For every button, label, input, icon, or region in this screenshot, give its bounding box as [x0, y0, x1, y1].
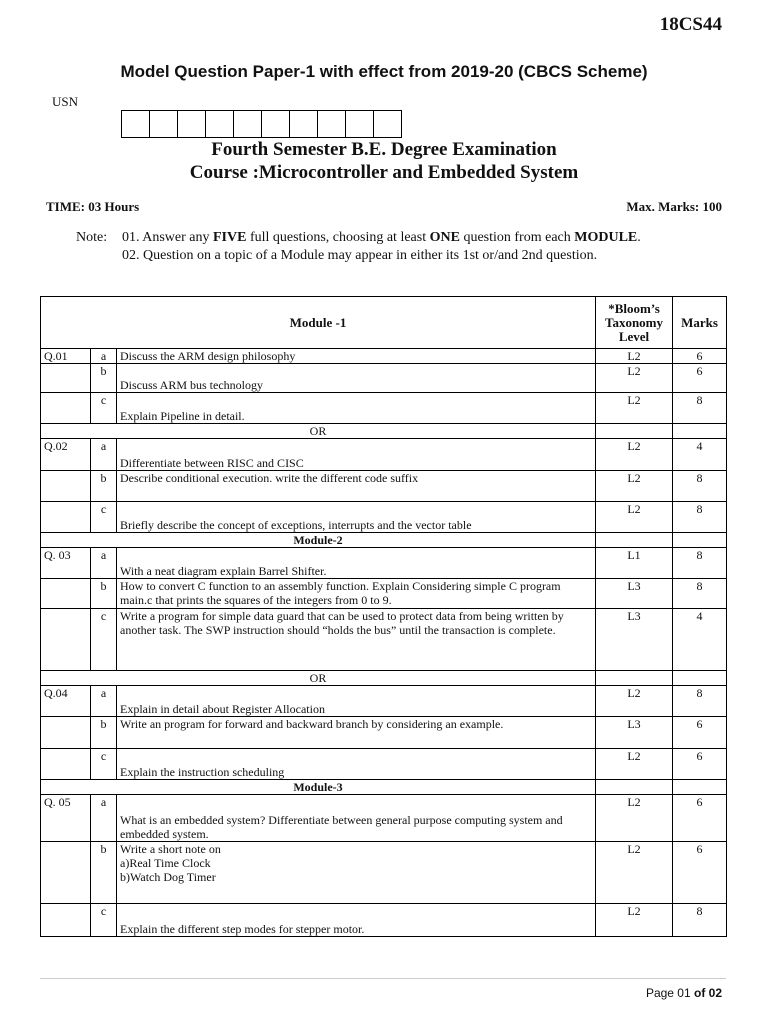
question-text-line: Write a short note on: [120, 842, 221, 856]
question-row: [41, 471, 727, 502]
note-1-part: full questions, choosing at least: [246, 230, 430, 245]
usn-digit-box[interactable]: [261, 110, 290, 138]
question-part: a: [91, 548, 117, 579]
exam-time: TIME: 03 Hours: [46, 199, 140, 214]
module-row: [41, 533, 727, 548]
question-row: [41, 904, 727, 937]
usn-boxes: [122, 110, 402, 138]
question-text: Explain in detail about Register Allocation: [117, 686, 596, 717]
question-number: [41, 502, 91, 533]
note-1: [122, 230, 641, 246]
question-number: [41, 393, 91, 424]
usn-digit-box[interactable]: [233, 110, 262, 138]
question-marks: 6: [673, 842, 727, 904]
note-label: Note:: [76, 230, 108, 245]
blooms-level: L2: [596, 686, 673, 717]
question-part: b: [91, 471, 117, 502]
question-part: c: [91, 609, 117, 671]
question-part: b: [91, 364, 117, 393]
question-row: [41, 502, 727, 533]
question-row: [41, 548, 727, 579]
question-marks: 8: [673, 548, 727, 579]
question-number: Q.02: [41, 439, 91, 471]
blooms-level: L2: [596, 904, 673, 937]
or-label: OR: [41, 671, 596, 686]
blooms-level: L2: [596, 795, 673, 842]
question-number: Q. 05: [41, 795, 91, 842]
question-text: [117, 842, 596, 904]
question-row: [41, 609, 727, 671]
footer-divider: [40, 978, 726, 979]
question-part: c: [91, 749, 117, 780]
question-marks: 8: [673, 471, 727, 502]
question-marks: 4: [673, 609, 727, 671]
question-number: [41, 842, 91, 904]
question-text: Describe conditional execution. write the different code suffix: [117, 471, 596, 502]
blooms-level: L2: [596, 393, 673, 424]
blooms-level: L2: [596, 471, 673, 502]
question-marks: 8: [673, 579, 727, 609]
paper-code: 18CS44: [659, 14, 722, 35]
question-part: a: [91, 795, 117, 842]
question-part: c: [91, 502, 117, 533]
question-text: What is an embedded system? Differentiate between general purpose computing system and embedded system.: [117, 795, 596, 842]
empty-cell: [596, 424, 673, 439]
module-header: Module -1: [41, 297, 596, 349]
question-text: With a neat diagram explain Barrel Shifter.: [117, 548, 596, 579]
question-row: [41, 842, 727, 904]
empty-cell: [596, 671, 673, 686]
blooms-level: L2: [596, 439, 673, 471]
table-header-row: [41, 297, 727, 349]
question-number: [41, 904, 91, 937]
question-text: Differentiate between RISC and CISC: [117, 439, 596, 471]
module-row: [41, 780, 727, 795]
question-marks: 6: [673, 749, 727, 780]
question-part: b: [91, 717, 117, 749]
blooms-level: L2: [596, 749, 673, 780]
question-row: [41, 795, 727, 842]
note-1-part: .: [637, 230, 641, 245]
question-row: [41, 364, 727, 393]
empty-cell: [673, 780, 727, 795]
blooms-header: [596, 297, 673, 349]
page-number-prefix: Page 01: [645, 986, 694, 1000]
page-number: [646, 986, 722, 1000]
question-row: [41, 349, 727, 364]
usn-digit-box[interactable]: [177, 110, 206, 138]
question-row: [41, 579, 727, 609]
empty-cell: [596, 780, 673, 795]
question-part: c: [91, 904, 117, 937]
blooms-level: L3: [596, 609, 673, 671]
note-1-part: question from each: [459, 230, 575, 245]
question-marks: 6: [673, 349, 727, 364]
empty-cell: [673, 671, 727, 686]
question-text: Discuss the ARM design philosophy: [117, 349, 596, 364]
question-number: [41, 579, 91, 609]
marks-header: Marks: [673, 297, 727, 349]
usn-digit-box[interactable]: [345, 110, 374, 138]
usn-label: USN: [52, 94, 79, 109]
question-text-line: b)Watch Dog Timer: [120, 870, 216, 884]
blooms-level: L2: [596, 364, 673, 393]
question-marks: 6: [673, 364, 727, 393]
question-part: a: [91, 686, 117, 717]
question-text: Explain the different step modes for stepper motor.: [117, 904, 596, 937]
empty-cell: [596, 533, 673, 548]
question-row: [41, 439, 727, 471]
question-number: Q.04: [41, 686, 91, 717]
question-text: Discuss ARM bus technology: [117, 364, 596, 393]
blooms-level: L2: [596, 502, 673, 533]
question-number: [41, 364, 91, 393]
note-1-part: ONE: [429, 230, 460, 245]
question-text: Write an program for forward and backward branch by considering an example.: [117, 717, 596, 749]
paper-title: Model Question Paper-1 with effect from 2019-20 (CBCS Scheme): [120, 62, 648, 81]
empty-cell: [673, 533, 727, 548]
question-part: c: [91, 393, 117, 424]
blooms-level: L3: [596, 579, 673, 609]
or-row: [41, 424, 727, 439]
question-number: [41, 471, 91, 502]
course-heading: Course :Microcontroller and Embedded System: [189, 162, 579, 183]
usn-digit-box[interactable]: [121, 110, 150, 138]
question-part: a: [91, 349, 117, 364]
question-number: Q.01: [41, 349, 91, 364]
or-row: [41, 671, 727, 686]
question-text: Explain Pipeline in detail.: [117, 393, 596, 424]
blooms-header-text: *Bloom’s Taxonomy Level: [604, 300, 664, 344]
page-number-suffix: of 02: [693, 986, 722, 1000]
question-part: a: [91, 439, 117, 471]
question-text: Explain the instruction scheduling: [117, 749, 596, 780]
blooms-level: L3: [596, 717, 673, 749]
note-2: 02. Question on a topic of a Module may appear in either its 1st or/and 2nd question.: [122, 248, 598, 263]
usn-digit-box[interactable]: [149, 110, 178, 138]
question-row: [41, 717, 727, 749]
usn-digit-box[interactable]: [289, 110, 318, 138]
note-1-part: MODULE: [574, 230, 638, 245]
blooms-level: L1: [596, 548, 673, 579]
empty-cell: [673, 424, 727, 439]
question-part: b: [91, 842, 117, 904]
note-1-part: FIVE: [213, 230, 247, 245]
usn-digit-box[interactable]: [373, 110, 402, 138]
question-part: b: [91, 579, 117, 609]
question-marks: 6: [673, 717, 727, 749]
question-table: [40, 296, 727, 937]
question-text: Write a program for simple data guard that can be used to protect data from being written by another task. The SWP instruction should “holds the bus” until the transaction is complete.: [117, 609, 596, 671]
question-number: [41, 609, 91, 671]
module-label: Module-3: [41, 780, 596, 795]
question-text: Briefly describe the concept of exceptions, interrupts and the vector table: [117, 502, 596, 533]
question-text-line: a)Real Time Clock: [120, 856, 211, 870]
max-marks: Max. Marks: 100: [626, 199, 722, 214]
note-1-part: 01. Answer any: [122, 230, 213, 245]
question-number: Q. 03: [41, 548, 91, 579]
question-text: How to convert C function to an assembly function. Explain Considering simple C program main.c that prints the squares of the integers from 0 to 9.: [117, 579, 596, 609]
usn-digit-box[interactable]: [317, 110, 346, 138]
question-marks: 8: [673, 904, 727, 937]
question-row: [41, 749, 727, 780]
question-row: [41, 686, 727, 717]
question-marks: 8: [673, 686, 727, 717]
exam-heading: Fourth Semester B.E. Degree Examination: [211, 139, 557, 160]
question-number: [41, 717, 91, 749]
question-marks: 4: [673, 439, 727, 471]
blooms-level: L2: [596, 842, 673, 904]
question-row: [41, 393, 727, 424]
module-label: Module-2: [41, 533, 596, 548]
question-marks: 8: [673, 393, 727, 424]
or-label: OR: [41, 424, 596, 439]
question-rows: [41, 349, 727, 937]
usn-digit-box[interactable]: [205, 110, 234, 138]
question-number: [41, 749, 91, 780]
question-marks: 6: [673, 795, 727, 842]
question-marks: 8: [673, 502, 727, 533]
blooms-level: L2: [596, 349, 673, 364]
